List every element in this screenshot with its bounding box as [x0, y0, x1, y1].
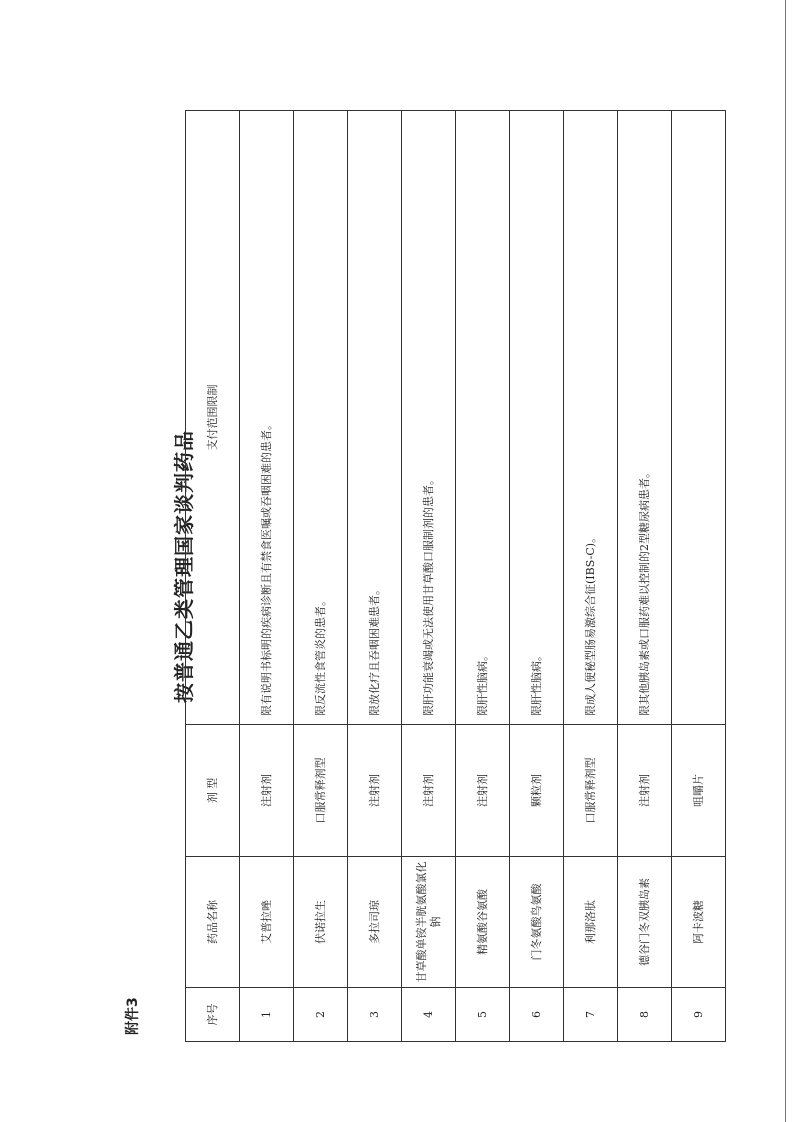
row-name: 德谷门冬双胰岛素 — [618, 857, 672, 988]
row-form: 注射剂 — [618, 725, 672, 857]
drug-table-container — [185, 111, 705, 1042]
row-restriction: 限有说明书标明的疾病诊断且有禁食医嘱或吞咽困难的患者。 — [240, 111, 294, 725]
row-restriction: 限成人便秘型肠易激综合征(IBS-C)。 — [564, 111, 618, 725]
header-name: 药品名称 — [186, 857, 240, 988]
row-name: 伏诺拉生 — [294, 857, 348, 988]
row-no: 7 — [564, 988, 618, 1042]
row-restriction: 限肝性脑病。 — [510, 111, 564, 725]
row-restriction: 限其他胰岛素或口服药难以控制的2型糖尿病患者。 — [618, 111, 672, 725]
table-row — [510, 111, 564, 1042]
row-form: 注射剂 — [402, 725, 456, 857]
page-title: 按普通乙类管理国家谈判药品 — [172, 430, 196, 703]
header-no: 序号 — [186, 988, 240, 1042]
table-header-row — [186, 111, 240, 1042]
table-row — [672, 111, 726, 1042]
row-restriction: 限肝功能衰竭或无法使用甘草酸口服制剂的患者。 — [402, 111, 456, 725]
table-row — [564, 111, 618, 1042]
row-name: 门冬氨酸鸟氨酸 — [510, 857, 564, 988]
row-restriction: 限放化疗且吞咽困难患者。 — [348, 111, 402, 725]
row-no: 5 — [456, 988, 510, 1042]
row-no: 8 — [618, 988, 672, 1042]
table-row — [456, 111, 510, 1042]
table-row — [618, 111, 672, 1042]
row-restriction: 限肝性脑病。 — [456, 111, 510, 725]
row-no: 6 — [510, 988, 564, 1042]
row-no: 9 — [672, 988, 726, 1042]
row-form: 咀嚼片 — [672, 725, 726, 857]
row-form: 注射剂 — [240, 725, 294, 857]
row-form: 颗粒剂 — [510, 725, 564, 857]
row-name: 精氨酸谷氨酸 — [456, 857, 510, 988]
page-edge-rule — [785, 0, 786, 1122]
row-restriction — [672, 111, 726, 725]
row-form: 注射剂 — [348, 725, 402, 857]
table-row — [348, 111, 402, 1042]
row-form: 口服常释剂型 — [294, 725, 348, 857]
row-name: 利那洛肽 — [564, 857, 618, 988]
row-form: 口服常释剂型 — [564, 725, 618, 857]
row-restriction: 限反流性食管炎的患者。 — [294, 111, 348, 725]
row-name: 艾普拉唑 — [240, 857, 294, 988]
table-row — [402, 111, 456, 1042]
row-name: 甘草酸单铵半胱氨酸氯化钠 — [402, 857, 456, 988]
header-restriction: 支付范围限制 — [186, 111, 240, 725]
row-form: 注射剂 — [456, 725, 510, 857]
row-no: 3 — [348, 988, 402, 1042]
header-form: 剂 型 — [186, 725, 240, 857]
row-no: 4 — [402, 988, 456, 1042]
row-no: 1 — [240, 988, 294, 1042]
row-name: 阿卡波糖 — [672, 857, 726, 988]
table-row — [294, 111, 348, 1042]
row-no: 2 — [294, 988, 348, 1042]
row-name: 多拉司琼 — [348, 857, 402, 988]
attachment-label: 附件3 — [125, 997, 141, 1035]
table-row — [240, 111, 294, 1042]
drug-table — [185, 110, 726, 1042]
